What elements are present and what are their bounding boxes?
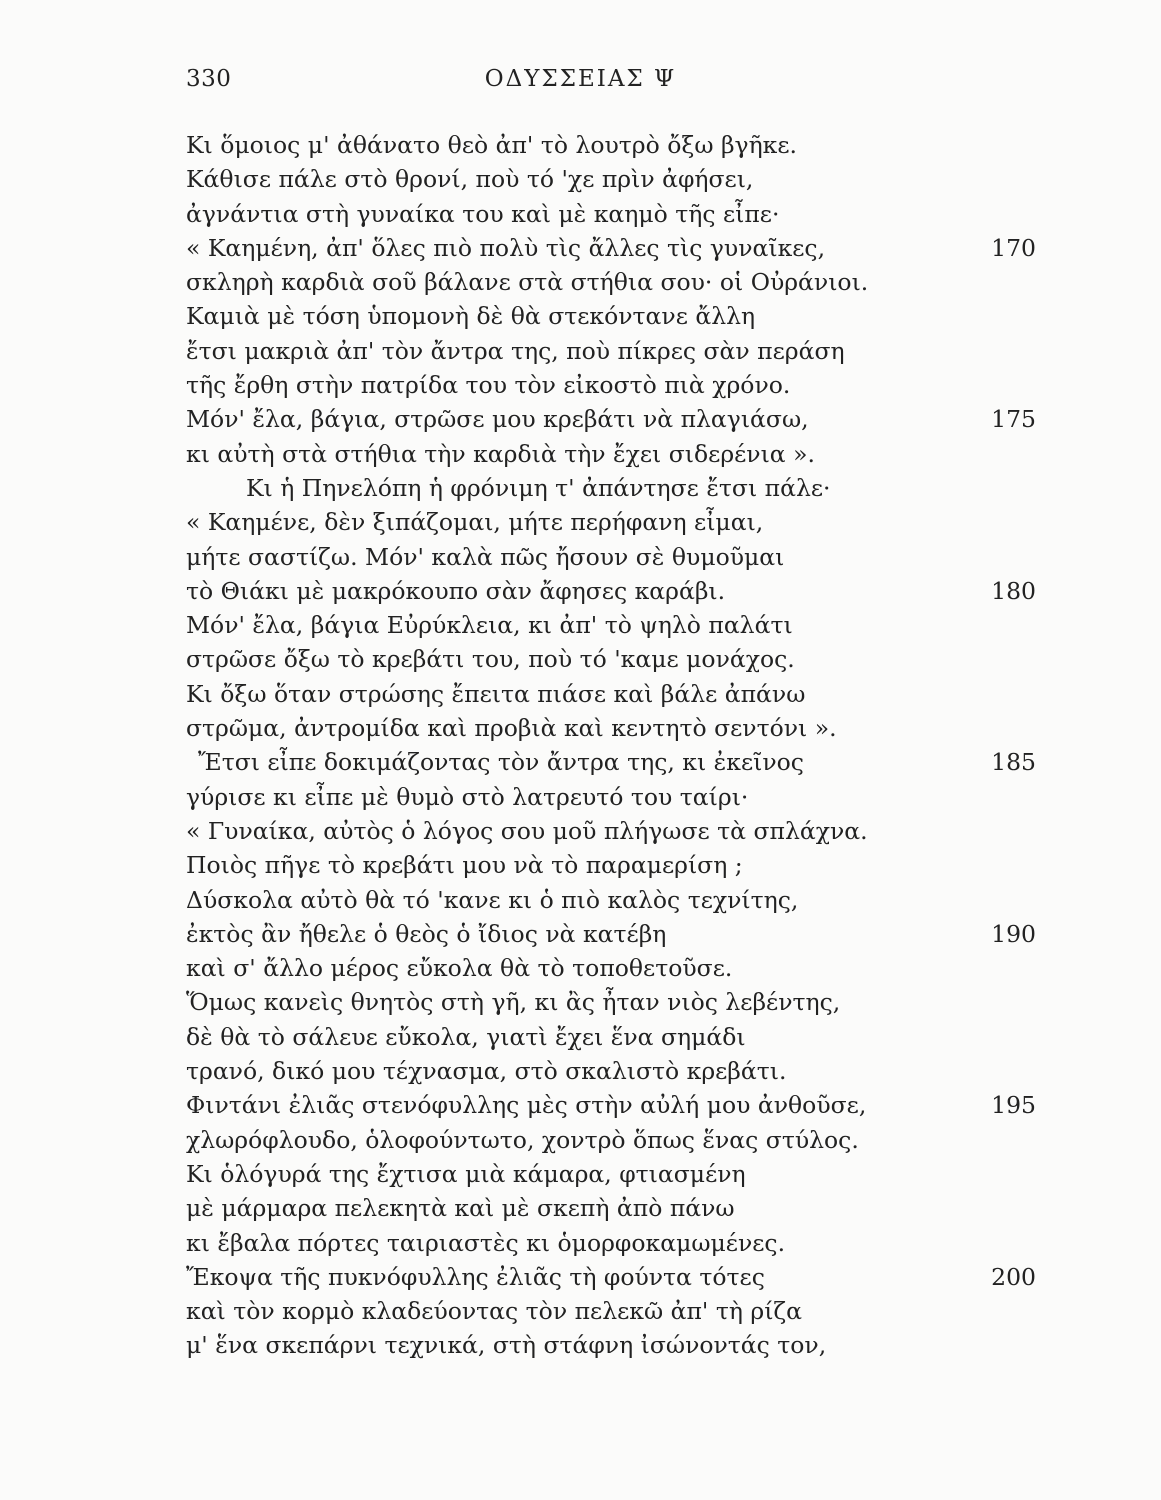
verse-text: στρῶμα, ἀντρομίδα καὶ προβιὰ καὶ κεντητὸ σεντόνι ». — [186, 714, 837, 743]
verse-text: Ἔκοψα τῆς πυκνόφυλλης ἐλιᾶς τὴ φούντα τότες — [186, 1262, 765, 1291]
verse-text: γύρισε κι εἶπε μὲ θυμὸ στὸ λατρευτό του ταίρι· — [186, 782, 749, 811]
verse-text: Κάθισε πάλε στὸ θρονί, ποὺ τό 'χε πρὶν ἀφήσει, — [186, 165, 754, 194]
verse-text: « Γυναίκα, αὐτὸς ὁ λόγος σου μοῦ πλήγωσε τὰ σπλάχνα. — [186, 816, 868, 845]
verse-line — [186, 231, 1036, 265]
verse-line — [186, 1294, 1036, 1328]
line-number: 190 — [991, 919, 1036, 948]
verse-text: Μόν' ἔλα, βάγια, στρῶσε μου κρεβάτι νὰ πλαγιάσω, — [186, 405, 809, 434]
verse-line — [186, 540, 1036, 574]
verse-line — [186, 1191, 1036, 1225]
verse-text: Καμιὰ μὲ τόση ὑπομονὴ δὲ θὰ στεκόντανε ἄλλη — [186, 302, 756, 331]
verse-text: καὶ σ' ἄλλο μέρος εὔκολα θὰ τὸ τοποθετοῦσε. — [186, 954, 733, 983]
verse-line — [186, 128, 1036, 162]
verse-text: κι ἔβαλα πόρτες ταιριαστὲς κι ὁμορφοκαμωμένες. — [186, 1228, 786, 1257]
line-number: 170 — [991, 233, 1036, 262]
verse-line — [186, 711, 1036, 745]
page-number: 330 — [186, 66, 232, 92]
verse-text: τρανό, δικό μου τέχνασμα, στὸ σκαλιστὸ κρεβάτι. — [186, 1057, 787, 1086]
verse-text: Δύσκολα αὐτὸ θὰ τό 'κανε κι ὁ πιὸ καλὸς τεχνίτης, — [186, 885, 799, 914]
verse-line — [186, 334, 1036, 368]
verse-line — [186, 1260, 1036, 1294]
verse-text: τῆς ἔρθη στὴν πατρίδα του τὸν εἰκοστὸ πιὰ χρόνο. — [186, 371, 791, 400]
line-number: 195 — [991, 1091, 1036, 1120]
verse-text: καὶ τὸν κορμὸ κλαδεύοντας τὸν πελεκῶ ἀπ' τὴ ρίζα — [186, 1297, 803, 1326]
line-number: 200 — [991, 1262, 1036, 1291]
verse-text: μήτε σαστίζω. Μόν' καλὰ πῶς ἤσουν σὲ θυμοῦμαι — [186, 542, 785, 571]
verse-text: Ποιὸς πῆγε τὸ κρεβάτι μου νὰ τὸ παραμερίση ; — [186, 851, 743, 880]
verse-line — [186, 368, 1036, 402]
verse-line — [186, 574, 1036, 608]
verse-line — [186, 917, 1036, 951]
verse-text: ἀγνάντια στὴ γυναίκα του καὶ μὲ καημὸ τῆς εἶπε· — [186, 199, 780, 228]
verse-line — [186, 883, 1036, 917]
verse-text: μὲ μάρμαρα πελεκητὰ καὶ μὲ σκεπὴ ἀπὸ πάνω — [186, 1194, 735, 1223]
verse-text: Φιντάνι ἐλιᾶς στενόφυλλης μὲς στὴν αὐλή μου ἀνθοῦσε, — [186, 1091, 867, 1120]
verse-text: « Καημένη, ἀπ' ὅλες πιὸ πολὺ τὶς ἄλλες τὶς γυναῖκες, — [186, 233, 826, 262]
verse-line — [186, 505, 1036, 539]
verse-text: στρῶσε ὄξω τὸ κρεβάτι του, ποὺ τό 'καμε μονάχος. — [186, 645, 795, 674]
verse-line — [186, 1088, 1036, 1122]
line-number: 175 — [991, 405, 1036, 434]
verse-line — [186, 642, 1036, 676]
verse-line — [186, 745, 1036, 779]
verse-line — [186, 437, 1036, 471]
verse-line — [186, 677, 1036, 711]
verse-line — [186, 608, 1036, 642]
verse-line — [186, 471, 1036, 505]
verse-line — [186, 162, 1036, 196]
line-number: 180 — [991, 576, 1036, 605]
verse-text: δὲ θὰ τὸ σάλευε εὔκολα, γιατὶ ἔχει ἕνα σημάδι — [186, 1022, 746, 1051]
verse-line — [186, 985, 1036, 1019]
verse-text: τὸ Θιάκι μὲ μακρόκουπο σὰν ἄφησες καράβι. — [186, 576, 726, 605]
verse-line — [186, 197, 1036, 231]
verse-text: κι αὐτὴ στὰ στήθια τὴν καρδιὰ τὴν ἔχει σιδερένια ». — [186, 439, 815, 468]
verse-line — [186, 402, 1036, 436]
verse-line — [186, 1123, 1036, 1157]
verse-line — [186, 265, 1036, 299]
verse-line — [186, 299, 1036, 333]
verse-line — [186, 1328, 1036, 1362]
verse-line — [186, 780, 1036, 814]
page-header — [0, 66, 1161, 102]
verse-text: Κι ἡ Πηνελόπη ἡ φρόνιμη τ' ἀπάντησε ἔτσι πάλε· — [246, 473, 831, 502]
running-title: ΟΔΥΣΣΕΙΑΣ Ψ — [484, 66, 677, 92]
verse-text: μ' ἕνα σκεπάρνι τεχνικά, στὴ στάφνη ἰσώνοντάς τον, — [186, 1331, 827, 1360]
line-number: 185 — [991, 748, 1036, 777]
verse-line — [186, 848, 1036, 882]
verse-line — [186, 1157, 1036, 1191]
verse-line — [186, 951, 1036, 985]
verse-text: Ὅμως κανεὶς θνητὸς στὴ γῆ, κι ἂς ἦταν νιὸς λεβέντης, — [186, 988, 841, 1017]
verse-line — [186, 1226, 1036, 1260]
verse-text: ἐκτὸς ἂν ἤθελε ὁ θεὸς ὁ ἴδιος νὰ κατέβη — [186, 919, 667, 948]
verse-line — [186, 1054, 1036, 1088]
verse-line — [186, 1020, 1036, 1054]
verse-text: Κι ὅμοιος μ' ἀθάνατο θεὸ ἀπ' τὸ λουτρὸ ὄξω βγῆκε. — [186, 131, 797, 159]
verse-text: ἔτσι μακριὰ ἀπ' τὸν ἄντρα της, ποὺ πίκρες σὰν περάση — [186, 336, 845, 365]
verse-text: χλωρόφλουδο, ὁλοφούντωτο, χοντρὸ ὅπως ἕνας στύλος. — [186, 1125, 859, 1154]
verse-text: Ἔτσι εἶπε δοκιμάζοντας τὸν ἄντρα της, κι ἐκεῖνος — [198, 748, 804, 777]
verse-line — [186, 814, 1036, 848]
verse-text: Μόν' ἔλα, βάγια Εὐρύκλεια, κι ἀπ' τὸ ψηλὸ παλάτι — [186, 611, 793, 640]
verse-text: Κι ὁλόγυρά της ἔχτισα μιὰ κάμαρα, φτιασμένη — [186, 1159, 746, 1188]
verse-text: « Καημένε, δὲν ξιπάζομαι, μήτε περήφανη εἶμαι, — [186, 508, 764, 537]
poem-text — [186, 128, 1036, 1363]
verse-text: σκληρὴ καρδιὰ σοῦ βάλανε στὰ στήθια σου· οἱ Οὐράνιοι. — [186, 268, 869, 297]
verse-text: Κι ὄξω ὅταν στρώσης ἔπειτα πιάσε καὶ βάλε ἀπάνω — [186, 679, 806, 708]
